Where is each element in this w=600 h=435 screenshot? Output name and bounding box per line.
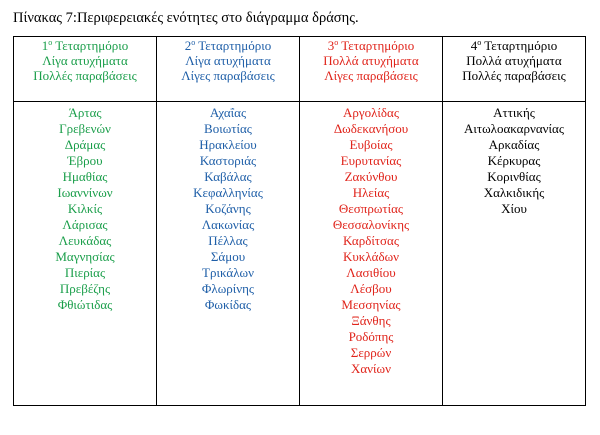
region-item: Αιτωλοακαρνανίας — [463, 121, 565, 136]
region-item: Κιλκίς — [67, 201, 103, 216]
region-item: Ευρυτανίας — [340, 153, 402, 168]
region-item: Ξάνθης — [351, 313, 391, 328]
region-item: Θεσπρωτίας — [338, 201, 404, 216]
quadrant-4-header — [443, 37, 586, 102]
quadrant-4-violations: Πολλές παραβάσεις — [462, 68, 566, 83]
quadrant-3-list — [300, 102, 443, 406]
region-item: Χαλκιδικής — [483, 185, 545, 200]
region-item: Αρκαδίας — [488, 137, 540, 152]
header-row — [14, 37, 586, 102]
quadrant-2-title: $2^o$ Τεταρτημόριο — [184, 38, 272, 53]
quadrant-2-violations: Λίγες παραβάσεις — [181, 68, 275, 83]
quadrant-3-violations: Λίγες παραβάσεις — [324, 68, 418, 83]
quadrant-3-accidents: Πολλά ατυχήματα — [323, 53, 419, 68]
region-item: Φλωρίνης — [201, 281, 255, 296]
region-item: Κοζάνης — [205, 201, 251, 216]
regions-table — [13, 36, 586, 406]
region-item: Λάρισας — [62, 217, 108, 232]
region-item: Θεσσαλονίκης — [332, 217, 410, 232]
region-item: Φθιώτιδας — [57, 297, 113, 312]
region-item: Δωδεκανήσου — [333, 121, 409, 136]
region-item: Κυκλάδων — [342, 249, 400, 264]
quadrant-4-title: $4^o$ Τεταρτημόριο — [470, 38, 558, 53]
region-item: Βοιωτίας — [204, 121, 252, 136]
quadrant-2-header — [157, 37, 300, 102]
quadrant-2-accidents: Λίγα ατυχήματα — [185, 53, 271, 68]
table-caption: Πίνακας 7:Περιφερειακές ενότητες στο διάγραμμα δράσης. — [13, 10, 359, 26]
region-item: Καβάλας — [204, 169, 252, 184]
region-item: Καστοριάς — [199, 153, 257, 168]
region-item: Κέρκυρας — [487, 153, 541, 168]
quadrant-3-header — [300, 37, 443, 102]
region-item: Τρικάλων — [202, 265, 254, 280]
regions-row — [14, 102, 586, 406]
quadrant-1-title: $1^o$ Τεταρτημόριο — [41, 38, 129, 53]
region-item: Λέσβου — [350, 281, 392, 296]
region-item: Αργολίδας — [342, 105, 399, 120]
region-item: Καρδίτσας — [342, 233, 400, 248]
region-item: Δράμας — [64, 137, 106, 152]
region-item: Κορινθίας — [487, 169, 541, 184]
quadrant-1-list — [14, 102, 157, 406]
region-item: Σερρών — [350, 345, 392, 360]
region-item: Αττικής — [493, 105, 535, 120]
region-item: Πιερίας — [64, 265, 106, 280]
quadrant-4-accidents: Πολλά ατυχήματα — [466, 53, 562, 68]
region-item: Ροδόπης — [348, 329, 394, 344]
region-item: Σάμου — [210, 249, 246, 264]
quadrant-1-violations: Πολλές παραβάσεις — [33, 68, 137, 83]
quadrant-2-list — [157, 102, 300, 406]
region-item: Κεφαλληνίας — [193, 185, 263, 200]
quadrant-3-title: $3^o$ Τεταρτημόριο — [327, 38, 415, 53]
quadrant-4-list — [443, 102, 586, 406]
region-item: Χανίων — [350, 361, 391, 376]
region-item: Έβρου — [67, 153, 103, 168]
region-item: Φωκίδας — [204, 297, 252, 312]
region-item: Λασιθίου — [346, 265, 396, 280]
region-item: Ζακύνθου — [344, 169, 398, 184]
region-item: Αχαΐας — [209, 105, 247, 120]
region-item: Πέλλας — [208, 233, 248, 248]
region-item: Ημαθίας — [62, 169, 108, 184]
region-item: Γρεβενών — [59, 121, 111, 136]
region-item: Μαγνησίας — [55, 249, 115, 264]
region-item: Λευκάδας — [58, 233, 112, 248]
region-item: Ευβοίας — [349, 137, 393, 152]
quadrant-1-header — [14, 37, 157, 102]
region-item: Χίου — [501, 201, 527, 216]
quadrant-1-accidents: Λίγα ατυχήματα — [42, 53, 128, 68]
region-item: Λακωνίας — [201, 217, 255, 232]
region-item: Μεσσηνίας — [341, 297, 401, 312]
region-item: Ηρακλείου — [199, 137, 257, 152]
region-item: Ιωαννίνων — [57, 185, 113, 200]
region-item: Πρεβέζης — [59, 281, 111, 296]
region-item: Ηλείας — [352, 185, 390, 200]
region-item: Άρτας — [68, 105, 102, 120]
